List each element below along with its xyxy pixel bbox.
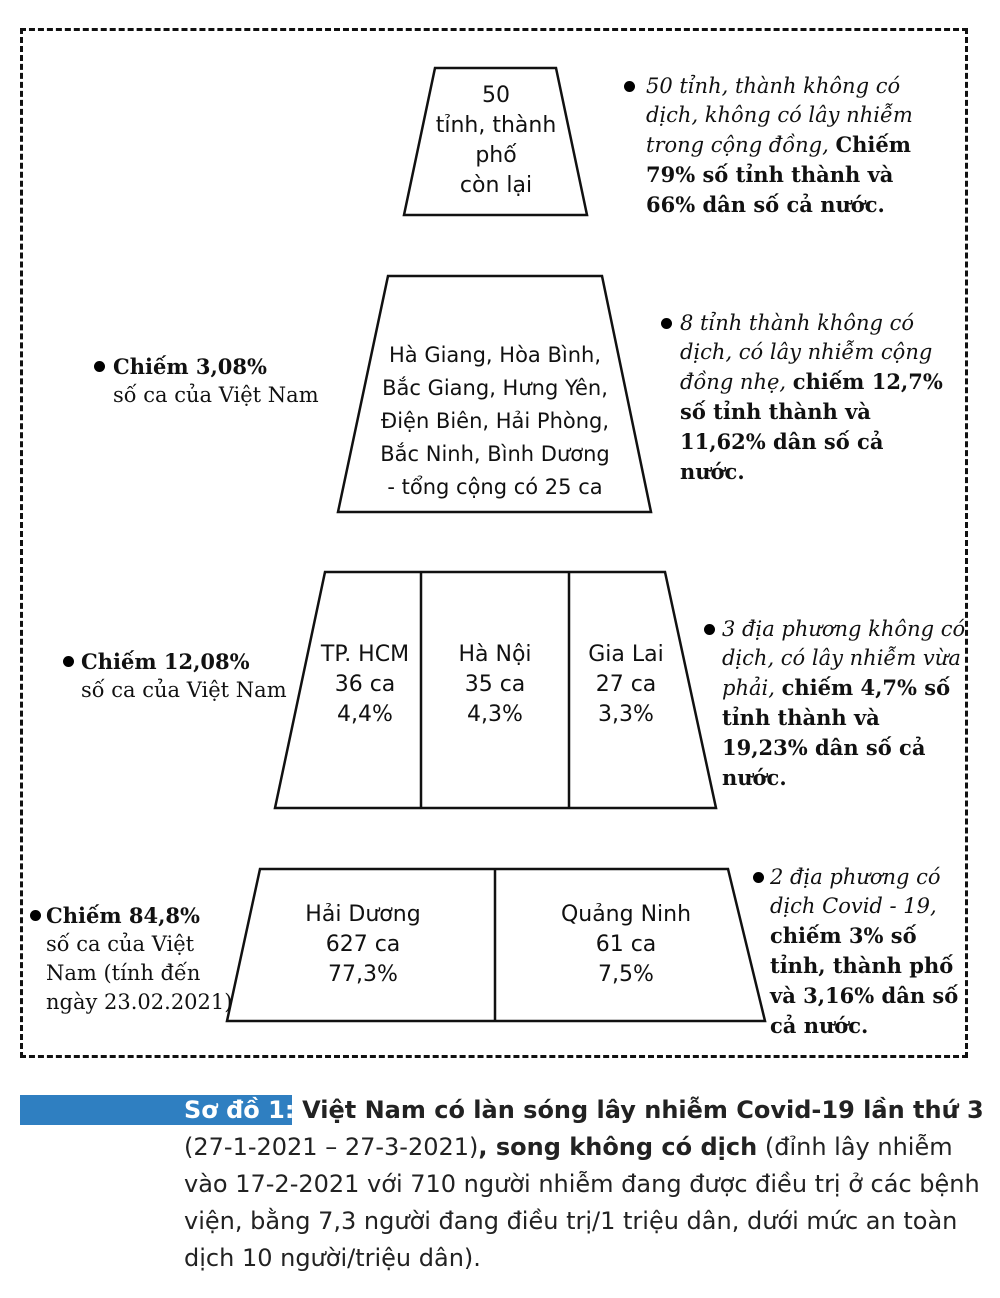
note-left-level-2 [113, 352, 323, 410]
note-right-level-4 [770, 863, 970, 1041]
note-bold: chiếm 12,7% số tỉnh thành và 11,62% dân số cả nước. [680, 369, 943, 484]
note-right-level-1 [646, 72, 946, 220]
box-line: 7,5% [598, 962, 654, 987]
note-left-level-3 [81, 647, 291, 705]
level-3-box-hcm [305, 640, 425, 730]
bullet-icon [30, 910, 41, 921]
note-right-level-2 [680, 309, 948, 487]
box-line: 627 ca [325, 932, 401, 957]
level-4-box-haiduong [283, 900, 443, 990]
level-3-box-gialai [566, 640, 686, 730]
bullet-icon [624, 81, 635, 92]
note-italic: 2 địa phương có dịch Covid - 19, [770, 865, 941, 918]
box-line: Bắc Ninh, Bình Dương [380, 442, 610, 466]
box-line: 4,3% [467, 702, 523, 727]
box-line: tỉnh, thành [435, 113, 557, 138]
box-line: 4,4% [337, 702, 393, 727]
note-plain: số ca của Việt Nam [113, 383, 319, 407]
note-italic: 8 tỉnh thành không có dịch, có lây nhiễm cộng đồng nhẹ, [680, 311, 933, 394]
box-line: Quảng Ninh [560, 902, 692, 927]
note-italic: 3 địa phương không có dịch, có lây nhiễm vừa phải, [722, 617, 966, 700]
box-line: Hà Nội [458, 642, 532, 667]
bullet-icon [753, 872, 764, 883]
note-right-level-3 [722, 615, 968, 793]
box-line: 27 ca [595, 672, 657, 697]
caption-bold-2: , song không có dịch [478, 1133, 758, 1161]
box-line: Gia Lai [588, 642, 664, 667]
box-line: Hà Giang, Hòa Bình, [388, 343, 602, 367]
box-line: 50 [482, 83, 510, 108]
box-line: 3,3% [598, 702, 654, 727]
caption-plain-1: (27-1-2021 – 27-3-2021) [184, 1133, 479, 1161]
bullet-icon [94, 361, 105, 372]
box-line: 77,3% [328, 962, 398, 987]
box-line: Điện Biên, Hải Phòng, [380, 409, 610, 433]
note-bold: Chiếm 79% số tỉnh thành và 66% dân số cả nước. [646, 132, 911, 217]
box-line: Bắc Giang, Hưng Yên, [382, 376, 608, 400]
caption-label: Sơ đồ 1: [184, 1096, 295, 1124]
box-line: 36 ca [334, 672, 396, 697]
box-line: 35 ca [464, 672, 526, 697]
bullet-icon [63, 656, 74, 667]
note-plain: số ca của Việt Nam [81, 678, 287, 702]
bullet-icon [661, 318, 672, 329]
note-bold: Chiếm 12,08% [81, 649, 250, 674]
note-bold: chiếm 3% số tỉnh, thành phố và 3,16% dân số cả nước. [770, 923, 959, 1038]
level-4-box-quangninh [546, 900, 706, 990]
note-bold: Chiếm 84,8% [46, 903, 200, 928]
level-3-box-hanoi [435, 640, 555, 730]
box-line: còn lại [459, 173, 533, 198]
caption-plain-2: (đỉnh lây nhiễm vào 17-2-2021 với 710 người nhiễm đang được điều trị ở các bệnh viện, bằng 7,3 người đang điều trị/1 triệu dân, dưới mức an toàn dịch 10 người/triệu dân). [184, 1133, 980, 1272]
note-bold: chiếm 4,7% số tỉnh thành và 19,23% dân số cả nước. [722, 675, 951, 790]
note-bold: Chiếm 3,08% [113, 354, 267, 379]
box-line: phố [475, 143, 517, 168]
note-plain: số ca của Việt Nam (tính đến ngày 23.02.2021) [46, 932, 233, 1014]
box-line: TP. HCM [320, 642, 410, 667]
box-line: 61 ca [595, 932, 657, 957]
box-line: Hải Dương [305, 902, 421, 927]
level-2-box [360, 339, 630, 504]
note-left-level-4 [46, 901, 242, 1017]
figure-caption [184, 1092, 992, 1277]
bullet-icon [704, 624, 715, 635]
note-italic: 50 tỉnh, thành không có dịch, không có lây nhiễm trong cộng đồng, [646, 74, 913, 157]
level-1-box [420, 81, 572, 201]
caption-bold-1: Việt Nam có làn sóng lây nhiễm Covid-19 lần thứ 3 [302, 1096, 984, 1124]
box-line: - tổng cộng có 25 ca [387, 475, 603, 499]
